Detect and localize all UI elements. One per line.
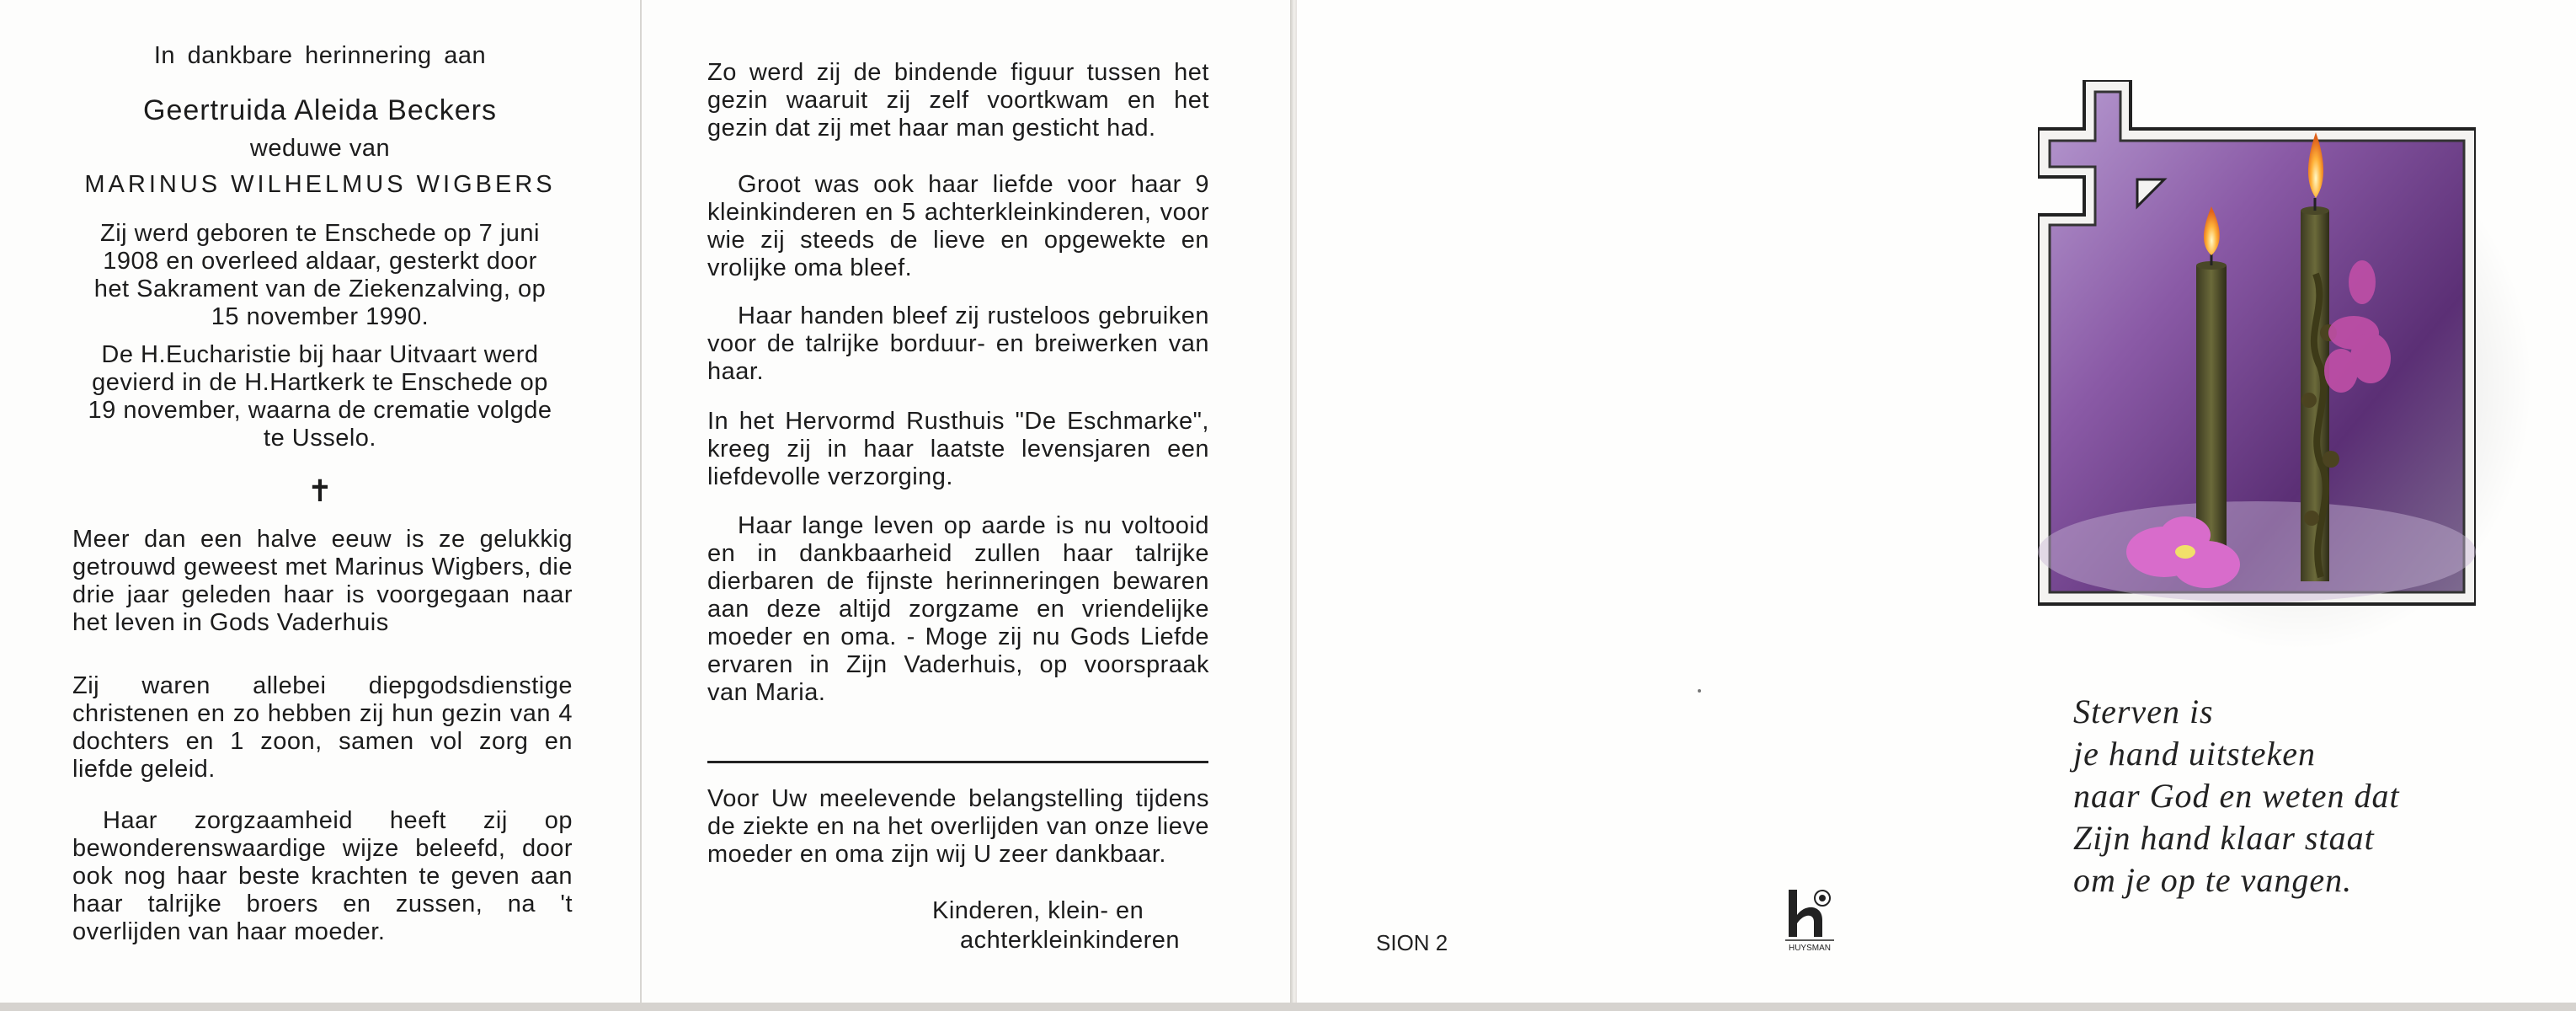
poem-block (2073, 691, 2400, 901)
poem-line: Sterven is (2073, 693, 2214, 730)
candles-photo (2038, 80, 2476, 607)
printer-mark (1698, 689, 1701, 693)
farewell-paragraph: Haar lange leven op aarde is nu voltooid en in dankbaarheid zullen haar talrijke dierbaren de fijnste herinneringen bewaren aan deze altijd zorgzame en vriendelijke moeder en oma. - Moge zij nu Gods Liefde ervaren in Zijn Vaderhuis, op voorspraak van Maria. (707, 512, 1209, 706)
card-page-left (0, 0, 642, 1003)
family-paragraph: Zij waren allebei diepgodsdienstige christenen en zo hebben zij hun gezin van 4 dochters en 1 zoon, samen vol zorg en liefde geleid. (72, 672, 573, 783)
rest-home-paragraph: In het Hervormd Rusthuis "De Eschmarke", kreeg zij in haar laatste levensjaren een liefdevolle verzorging. (707, 408, 1209, 490)
candles-cross-icon (2038, 80, 2476, 607)
poem-line: naar God en weten dat (2073, 777, 2400, 815)
binding-paragraph: Zo werd zij de bindende figuur tussen het gezin waaruit zij zelf voortkwam en het gezin dat zij met haar man gesticht had. (707, 59, 1209, 142)
card-code: SION 2 (1376, 930, 1448, 955)
poem-line: om je op te vangen. (2073, 861, 2353, 899)
poem-line: je hand uitsteken (2073, 735, 2317, 773)
signature-line-2: achterkleinkinderen (960, 927, 1180, 954)
widow-line: weduwe van (249, 135, 391, 162)
divider-line (707, 761, 1208, 763)
card-fold (1290, 0, 1297, 1011)
cross-icon: ✝ (307, 473, 333, 508)
care-paragraph: Haar zorgzaamheid heeft zij op bewonderenswaardige wijze beleefd, door ook nog haar beste krachten te geven aan haar talrijke broers en zussen, na 't overlijden van haar moeder. (72, 807, 573, 945)
publisher-logo (1784, 886, 1836, 960)
thanks-paragraph: Voor Uw meelevende belangstelling tijdens de ziekte en na het overlijden van onze lieve moeder en oma zijn wij U zeer dankbaar. (707, 785, 1209, 868)
intro-line: In dankbare herinnering aan (153, 42, 487, 69)
grandchildren-paragraph: Groot was ook haar liefde voor haar 9 kleinkinderen en 5 achterkleinkinderen, voor wie zij steeds de lieve en opgewekte en vrolijke oma bleef. (707, 171, 1209, 281)
marriage-paragraph: Meer dan een halve eeuw is ze gelukkig getrouwd geweest met Marinus Wigbers, die drie jaar geleden haar is voorgegaan naar het leven in Gods Vaderhuis (72, 526, 573, 636)
poem-line: Zijn hand klaar staat (2073, 819, 2375, 857)
deceased-name: Geertruida Aleida Beckers (143, 94, 497, 126)
handwork-paragraph: Haar handen bleef zij rusteloos gebruiken voor de talrijke borduur- en breiwerken van haar. (707, 302, 1209, 385)
birth-paragraph: Zij werd geboren te Enschede op 7 juni 1908 en overleed aldaar, gesterkt door het Sakrament van de Ziekenzalving, op 15 november 1990. (93, 220, 547, 330)
husband-name: MARINUS WILHELMUS WIGBERS (84, 171, 556, 198)
card-page-middle (642, 0, 1290, 1003)
signature-line-1: Kinderen, klein- en (932, 897, 1144, 924)
publisher-name: HUYSMAN (1788, 944, 1831, 953)
funeral-paragraph: De H.Eucharistie bij haar Uitvaart werd gevierd in de H.Hartkerk te Enschede op 19 november, waarna de crematie volgde te Usselo. (88, 341, 552, 452)
card-bottom-edge (0, 1003, 2576, 1011)
